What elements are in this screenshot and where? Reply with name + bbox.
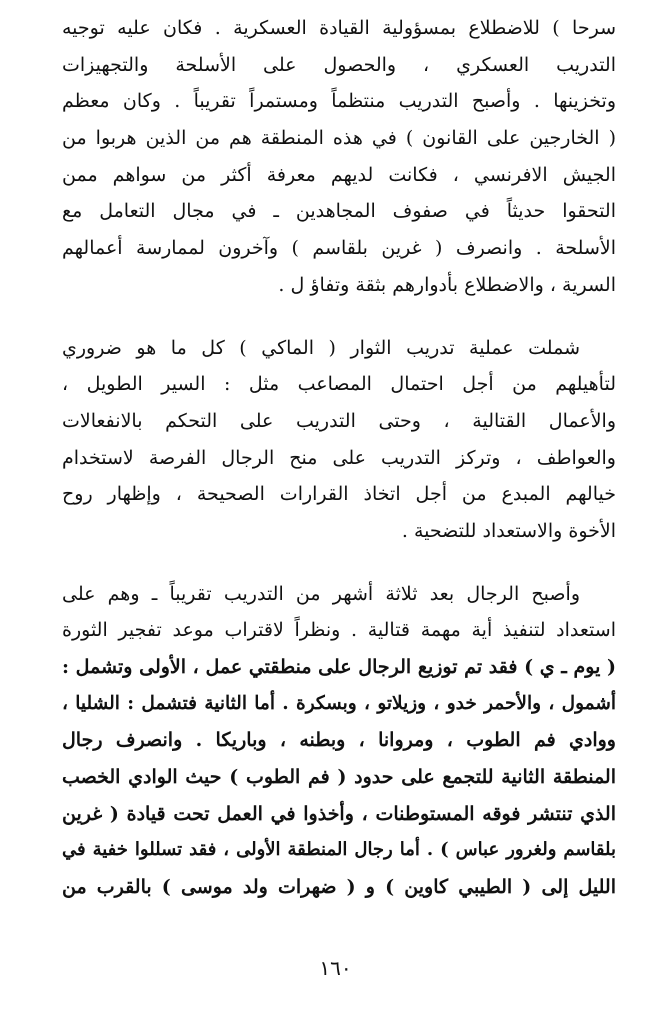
text-line: التحقوا حديثاً في صفوف المجاهدين ـ في مجال التعامل مع xyxy=(62,200,616,223)
page-body xyxy=(62,10,616,906)
page-number: ١٦٠ xyxy=(319,956,352,980)
paragraph-2 xyxy=(62,330,616,550)
text-line: والعواطف ، وتركز التدريب على منح الرجال الفرصة لاستخدام xyxy=(62,446,616,469)
text-line: السرية ، والاضطلاع بأدوارهم بثقة وتفاؤ ل . xyxy=(278,273,616,296)
text-line: الليل إلى ( الطيبي كاوين ) و ( ضهرات ولد موسى ) بالقرب من xyxy=(62,876,616,899)
paragraph-3 xyxy=(62,576,616,906)
paragraph-1 xyxy=(62,10,616,304)
text-line: الأسلحة . وانصرف ( غرين بلقاسم ) وآخرون لممارسة أعمالهم xyxy=(62,237,616,260)
text-line: الذي تنتشر فوقه المستوطنات ، وأخذوا في العمل تحت قيادة ( غرين xyxy=(62,802,616,825)
text-line: ( يوم ـ ي ) فقد تم توزيع الرجال على منطقتي عمل ، الأولى وتشمل : xyxy=(62,656,616,678)
paragraph-gap xyxy=(62,304,616,330)
text-line: بلقاسم ولغرور عباس ) . أما رجال المنطقة الأولى ، فقد تسللوا خفية في xyxy=(62,839,616,861)
text-line: سرحا ) للاضطلاع بمسؤولية القيادة العسكرية . فكان عليه توجيه xyxy=(62,17,616,39)
text-line: وتخزينها . وأصبح التدريب منتظماً ومستمراً تقريباً . وكان معظم xyxy=(62,90,616,113)
text-line: والأعمال القتالية ، وحتى التدريب على التحكم بالانفعالات xyxy=(62,409,616,432)
text-line: شملت عملية تدريب الثوار ( الماكي ) كل ما هو ضروري xyxy=(62,336,580,359)
text-line: وأصبح الرجال بعد ثلاثة أشهر من التدريب تقريباً ـ وهم على xyxy=(62,582,580,605)
text-line: التدريب العسكري ، والحصول على الأسلحة والتجهيزات xyxy=(62,53,616,76)
text-line: أشمول ، والأحمر خدو ، وزيلاتو ، وبسكرة . أما الثانية فتشمل : الشليا ، xyxy=(62,692,616,714)
text-line: استعداد لتنفيذ أية مهمة قتالية . ونظراً لاقتراب موعد تفجير الثورة xyxy=(62,619,616,642)
text-line: ووادي فم الطوب ، ومروانا ، وبطنه ، وباريكا . وانصرف رجال xyxy=(62,729,616,752)
text-line: ( الخارجين على القانون ) في هذه المنطقة هم من الذين هربوا من xyxy=(62,127,616,150)
paragraph-gap xyxy=(62,550,616,576)
text-line: لتأهيلهم من أجل احتمال المصاعب مثل : السير الطويل ، xyxy=(62,373,616,396)
text-line: الأخوة والاستعداد للتضحية . xyxy=(401,519,616,542)
text-line: الجيش الافرنسي ، فكانت لديهم معرفة أكثر من سواهم ممن xyxy=(62,163,616,186)
text-line: المنطقة الثانية للتجمع على حدود ( فم الطوب ) حيث الوادي الخصب xyxy=(62,766,616,789)
text-line: خيالهم المبدع من أجل اتخاذ القرارات الصحيحة ، وإظهار روح xyxy=(62,483,616,506)
